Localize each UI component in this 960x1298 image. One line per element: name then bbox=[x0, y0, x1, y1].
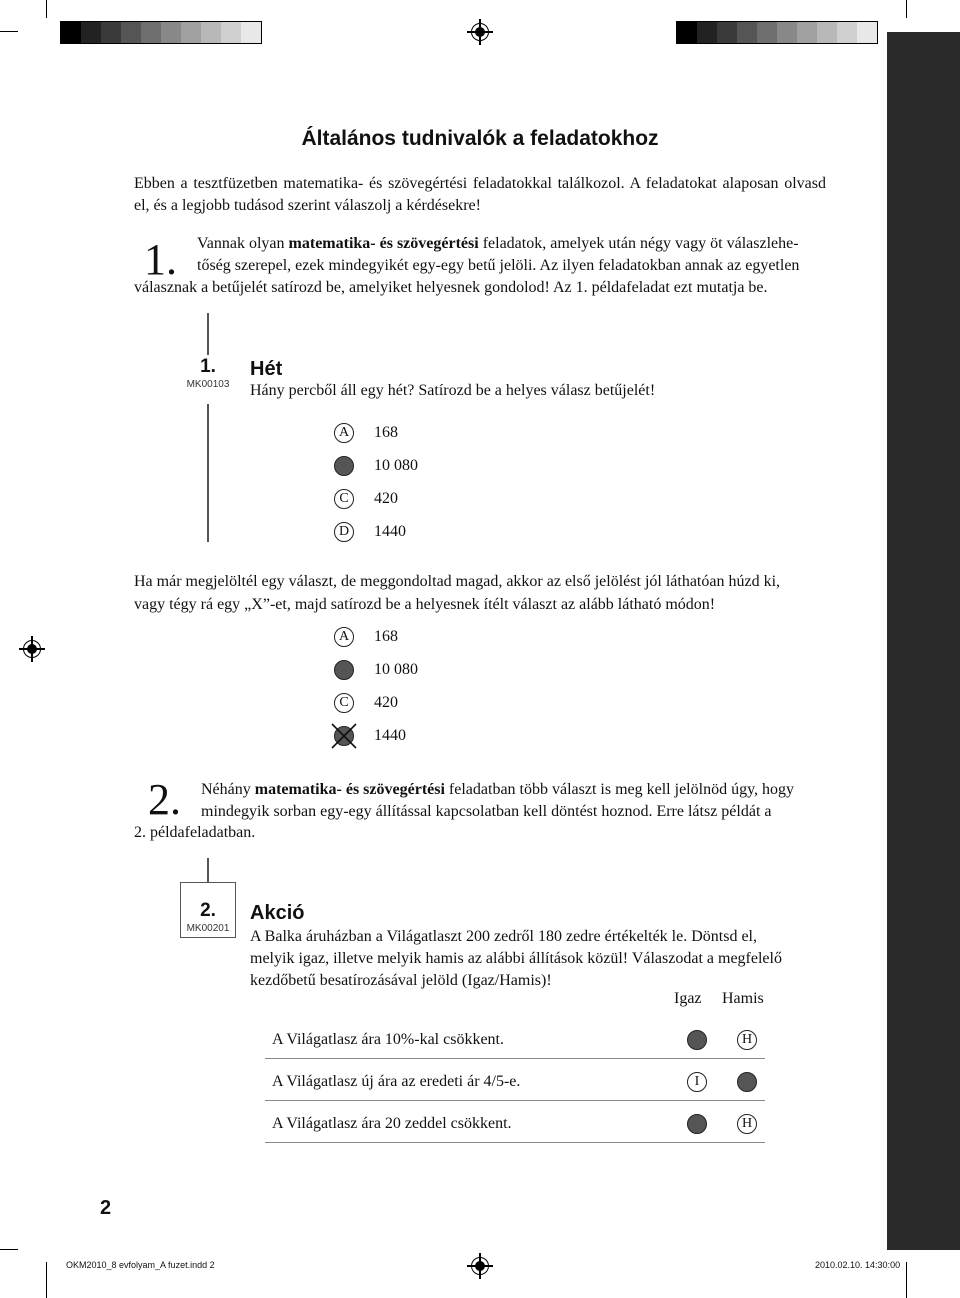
print-file-name: OKM2010_8 evfolyam_A fuzet.indd 2 bbox=[66, 1260, 215, 1270]
section-number: 2. bbox=[148, 775, 181, 824]
task-text-line3: kezdőbetű besatírozásával jelöld (Igaz/Hamis)! bbox=[250, 972, 552, 989]
row-divider bbox=[265, 1058, 765, 1059]
filled-answer-bubble[interactable] bbox=[334, 660, 354, 680]
color-swatch bbox=[777, 22, 797, 43]
color-swatch bbox=[141, 22, 161, 43]
correction-line1: Ha már megjelöltél egy választ, de meggondoltad magad, akkor az első jelölést jól láthatóan húzd ki, bbox=[134, 573, 781, 590]
task-number: 1. bbox=[200, 356, 216, 377]
page-title: Általános tudnivalók a feladatokhoz bbox=[301, 127, 659, 150]
crop-mark bbox=[906, 1262, 907, 1298]
row-divider bbox=[265, 1100, 765, 1101]
correction-line2: vagy tégy rá egy „X”-et, majd satírozd be a helyesnek ítélt választ az alább látható módon! bbox=[134, 596, 716, 613]
filled-answer-bubble[interactable] bbox=[737, 1072, 757, 1092]
column-header-true: Igaz bbox=[674, 990, 702, 1007]
statement-text: A Világatlasz ára 10%-kal csökkent. bbox=[272, 1031, 504, 1048]
crop-mark bbox=[46, 1262, 47, 1298]
answer-bubble[interactable]: H bbox=[737, 1030, 757, 1050]
answer-option-text: 10 080 bbox=[374, 457, 418, 474]
page-number: 2 bbox=[100, 1197, 112, 1219]
statement-text: A Világatlasz új ára az eredeti ár 4/5-e. bbox=[272, 1073, 521, 1090]
answer-option-text: 420 bbox=[374, 490, 398, 507]
color-swatch bbox=[221, 22, 241, 43]
task-text-line2: melyik igaz, illetve melyik hamis az alábbi állítások közül! Válaszodat a megfelelő bbox=[250, 950, 782, 967]
answer-option-text: 420 bbox=[374, 694, 398, 711]
task-marker-line bbox=[207, 313, 209, 355]
task-marker-line bbox=[207, 858, 209, 882]
section2-line1: Néhány matematika- és szövegértési feladatban több választ is meg kell jelölnöd úgy, hogy bbox=[201, 781, 795, 798]
statement-text: A Világatlasz ára 20 zeddel csökkent. bbox=[272, 1115, 512, 1132]
column-header-false: Hamis bbox=[722, 990, 764, 1007]
filled-answer-bubble[interactable] bbox=[334, 456, 354, 476]
color-swatch bbox=[101, 22, 121, 43]
page-edge-bar bbox=[887, 32, 960, 1250]
section1-line2: tőség szerepel, ezek mindegyikét egy-egy betű jelöli. Az ilyen feladatokban annak az egyetlen bbox=[197, 257, 800, 274]
print-date: 2010.02.10. 14:30:00 bbox=[815, 1260, 901, 1270]
color-swatch-strip bbox=[676, 21, 878, 44]
color-swatch bbox=[697, 22, 717, 43]
registration-mark-icon bbox=[471, 1257, 489, 1275]
section-number: 1. bbox=[144, 235, 177, 284]
cross-out-icon bbox=[330, 722, 358, 750]
color-swatch bbox=[837, 22, 857, 43]
color-swatch bbox=[61, 22, 81, 43]
task-question: Hány percből áll egy hét? Satírozd be a helyes válasz betűjelét! bbox=[250, 382, 656, 399]
color-swatch bbox=[201, 22, 221, 43]
section1-line1: Vannak olyan matematika- és szövegértési feladatok, amelyek után négy vagy öt válaszlehe- bbox=[197, 235, 799, 252]
crop-mark bbox=[0, 31, 18, 32]
section2-line2: mindegyik sorban egy-egy állítással kapcsolatban kell döntést hoznod. Erre látsz példát a bbox=[201, 803, 772, 820]
color-swatch-strip bbox=[60, 21, 262, 44]
filled-answer-bubble[interactable] bbox=[687, 1114, 707, 1134]
answer-option-text: 1440 bbox=[374, 727, 406, 744]
row-divider bbox=[265, 1142, 765, 1143]
answer-bubble[interactable]: C bbox=[334, 489, 354, 509]
color-swatch bbox=[857, 22, 877, 43]
answer-option-text: 1440 bbox=[374, 523, 406, 540]
color-swatch bbox=[757, 22, 777, 43]
color-swatch bbox=[797, 22, 817, 43]
crop-mark bbox=[906, 0, 907, 18]
section2-line3: 2. példafeladatban. bbox=[134, 824, 256, 841]
task-marker-line bbox=[207, 404, 209, 542]
task-title: Hét bbox=[250, 358, 283, 380]
section1-line3: válasznak a betűjelét satírozd be, amelyiket helyesnek gondolod! Az 1. példafeladat ezt mutatja be. bbox=[134, 279, 768, 296]
answer-bubble[interactable]: D bbox=[334, 522, 354, 542]
color-swatch bbox=[241, 22, 261, 43]
task-title: Akció bbox=[250, 902, 305, 924]
task-number: 2. bbox=[200, 900, 216, 921]
color-swatch bbox=[81, 22, 101, 43]
answer-option-text: 168 bbox=[374, 628, 398, 645]
color-swatch bbox=[677, 22, 697, 43]
task-text-line1: A Balka áruházban a Világatlaszt 200 zedről 180 zedre értékelték le. Döntsd el, bbox=[250, 928, 757, 945]
intro-paragraph: Ebben a tesztfüzetben matematika- és szövegértési feladatokkal találkozol. A feladatokat alaposan olvasd el, és a legjobb tudásod szerint válaszolj a kérdésekre! bbox=[134, 175, 826, 214]
color-swatch bbox=[717, 22, 737, 43]
crop-mark bbox=[0, 1249, 18, 1250]
task-code: MK00103 bbox=[186, 379, 230, 390]
color-swatch bbox=[161, 22, 181, 43]
answer-bubble[interactable]: I bbox=[687, 1072, 707, 1092]
filled-answer-bubble[interactable] bbox=[687, 1030, 707, 1050]
answer-bubble[interactable]: C bbox=[334, 693, 354, 713]
crop-mark bbox=[46, 0, 47, 18]
crossed-answer-bubble[interactable] bbox=[334, 726, 354, 746]
answer-bubble[interactable]: A bbox=[334, 627, 354, 647]
color-swatch bbox=[817, 22, 837, 43]
answer-bubble[interactable]: H bbox=[737, 1114, 757, 1134]
answer-option-text: 10 080 bbox=[374, 661, 418, 678]
answer-option-text: 168 bbox=[374, 424, 398, 441]
registration-mark-icon bbox=[471, 23, 489, 41]
task-code: MK00201 bbox=[186, 923, 230, 934]
registration-mark-icon bbox=[23, 640, 41, 658]
answer-bubble[interactable]: A bbox=[334, 423, 354, 443]
color-swatch bbox=[181, 22, 201, 43]
color-swatch bbox=[121, 22, 141, 43]
color-swatch bbox=[737, 22, 757, 43]
